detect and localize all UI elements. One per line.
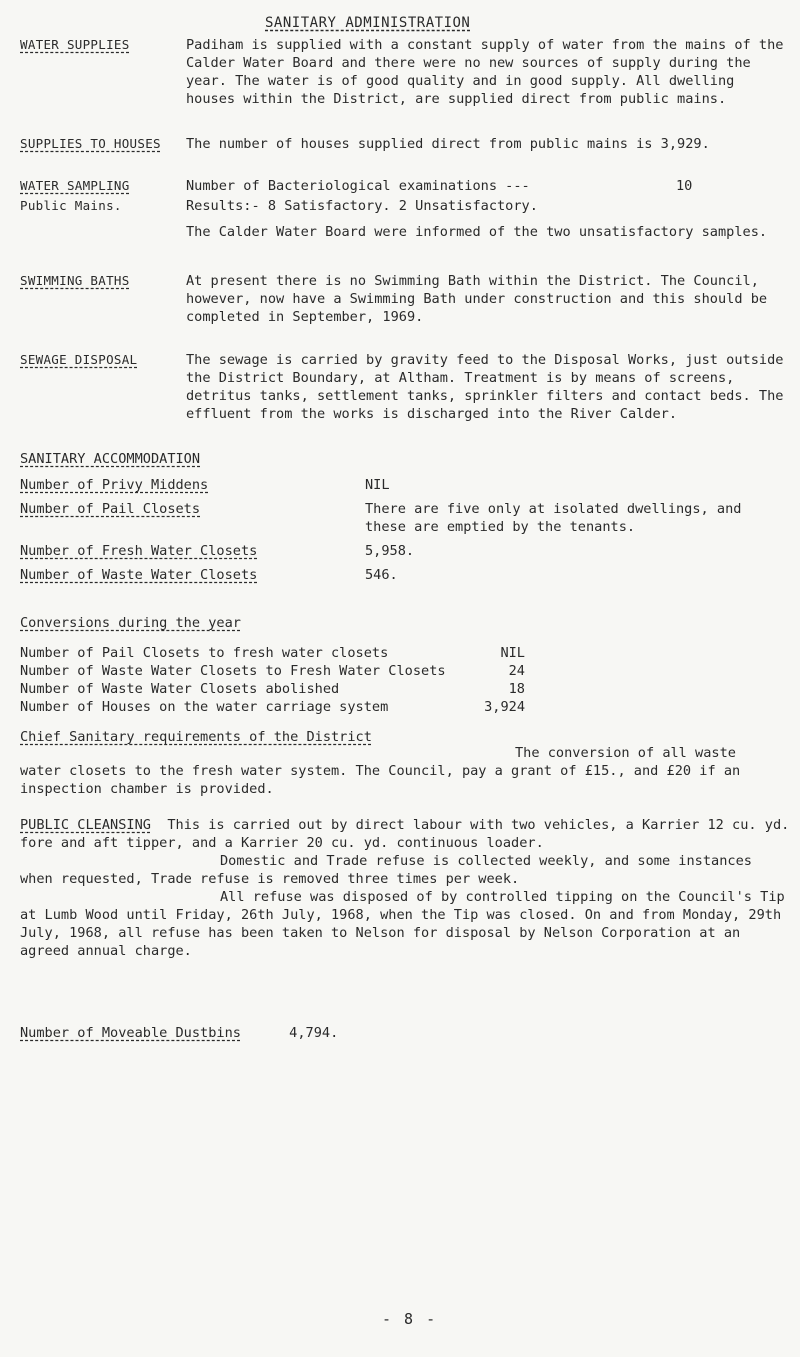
bacteriological-examinations <box>186 177 786 195</box>
conversion-row <box>20 662 525 680</box>
supplies-to-houses-text: The number of houses supplied direct from public mains is 3,929. <box>186 136 710 152</box>
row-label: Number of Pail Closets to fresh water closets <box>20 645 389 661</box>
row-value: 546. <box>365 567 398 583</box>
row-label: Number of Houses on the water carriage system <box>20 699 389 715</box>
public-cleansing-text2: Domestic and Trade refuse is collected weekly, and some instances when requested, Trade refuse is removed three times per week. <box>20 853 752 887</box>
public-cleansing-label: PUBLIC CLEANSING <box>20 817 151 833</box>
conversions-table <box>20 644 525 716</box>
dustbins-value: 4,794. <box>289 1025 339 1041</box>
swimming-baths-text: At present there is no Swimming Bath within the District. The Council, however, now have a Swimming Bath under construction and this should be completed in September, 1969. <box>186 273 768 325</box>
chief-sanitary-line1: The conversion of all waste <box>515 745 736 761</box>
water-sampling-label: WATER SAMPLING <box>20 178 130 193</box>
row-label: Number of Privy Middens <box>20 477 209 493</box>
row-label: Number of Waste Water Closets to Fresh Water Closets <box>20 663 446 679</box>
row-label: Number of Waste Water Closets abolished <box>20 681 340 697</box>
examinations-value: 10 <box>676 178 693 194</box>
supplies-to-houses-label: SUPPLIES TO HOUSES <box>20 136 161 151</box>
water-supplies-label: WATER SUPPLIES <box>20 37 130 52</box>
row-value: 3,924 <box>484 699 525 715</box>
sampling-results: Results:- 8 Satisfactory. 2 Unsatisfactory. <box>186 198 538 214</box>
accommodation-row <box>20 566 790 584</box>
row-label: Number of Waste Water Closets <box>20 567 258 583</box>
accommodation-row <box>20 542 790 560</box>
row-label: Number of Pail Closets <box>20 501 201 517</box>
water-sampling-sublabel: Public Mains. <box>20 198 122 213</box>
public-cleansing-text1: This is carried out by direct labour with two vehicles, a Karrier 12 cu. yd. fore and aft tipper, and a Karrier 20 cu. yd. continuous loader. <box>20 817 790 851</box>
public-cleansing-section <box>20 816 790 960</box>
sewage-disposal-text: The sewage is carried by gravity feed to the Disposal Works, just outside the District Boundary, at Altham. Treatment is by means of screens, detritus tanks, settlement tanks, sprinkler filters and contact beds. The effluent from the works is discharged into the River Calder. <box>186 352 784 422</box>
page-number: - 8 - <box>382 1310 438 1328</box>
row-value: 24 <box>508 663 525 679</box>
accommodation-table <box>20 476 790 584</box>
sewage-disposal-label: SEWAGE DISPOSAL <box>20 352 138 367</box>
accommodation-row <box>20 500 790 536</box>
dustbins-label: Number of Moveable Dustbins <box>20 1025 241 1041</box>
conversion-row <box>20 644 525 662</box>
row-value: NIL <box>500 645 525 661</box>
water-supplies-text: Padiham is supplied with a constant supply of water from the mains of the Calder Water Board and there were no new sources of supply during the year. The water is of good quality and in good supply. All dwelling houses within the District, are supplied direct from public mains. <box>186 37 784 107</box>
public-cleansing-text3: All refuse was disposed of by controlled tipping on the Council's Tip at Lumb Wood until Friday, 26th July, 1968, when the Tip was closed. On and from Monday, 29th July, 1968, all refuse has been taken to Nelson for disposal by Nelson Corporation at an agreed annual charge. <box>20 889 785 959</box>
row-value: NIL <box>365 477 390 493</box>
examinations-label: Number of Bacteriological examinations --- <box>186 178 530 194</box>
row-value: 5,958. <box>365 543 415 559</box>
conversion-row <box>20 698 525 716</box>
sampling-note: The Calder Water Board were informed of the two unsatisfactory samples. <box>186 224 768 240</box>
swimming-baths-label: SWIMMING BATHS <box>20 273 130 288</box>
accommodation-row <box>20 476 790 494</box>
conversions-heading: Conversions during the year <box>20 615 241 631</box>
dustbins-row <box>20 1024 338 1042</box>
row-value: 18 <box>508 681 525 697</box>
page-title: SANITARY ADMINISTRATION <box>265 15 471 31</box>
row-value: There are five only at isolated dwellings, and these are emptied by the tenants. <box>365 501 742 535</box>
sanitary-accommodation-heading: SANITARY ACCOMMODATION <box>20 451 201 467</box>
conversion-row <box>20 680 525 698</box>
chief-sanitary-heading: Chief Sanitary requirements of the District <box>20 729 372 745</box>
row-label: Number of Fresh Water Closets <box>20 543 258 559</box>
chief-sanitary-text: water closets to the fresh water system. The Council, pay a grant of £15., and £20 if an inspection chamber is provided. <box>20 763 741 797</box>
